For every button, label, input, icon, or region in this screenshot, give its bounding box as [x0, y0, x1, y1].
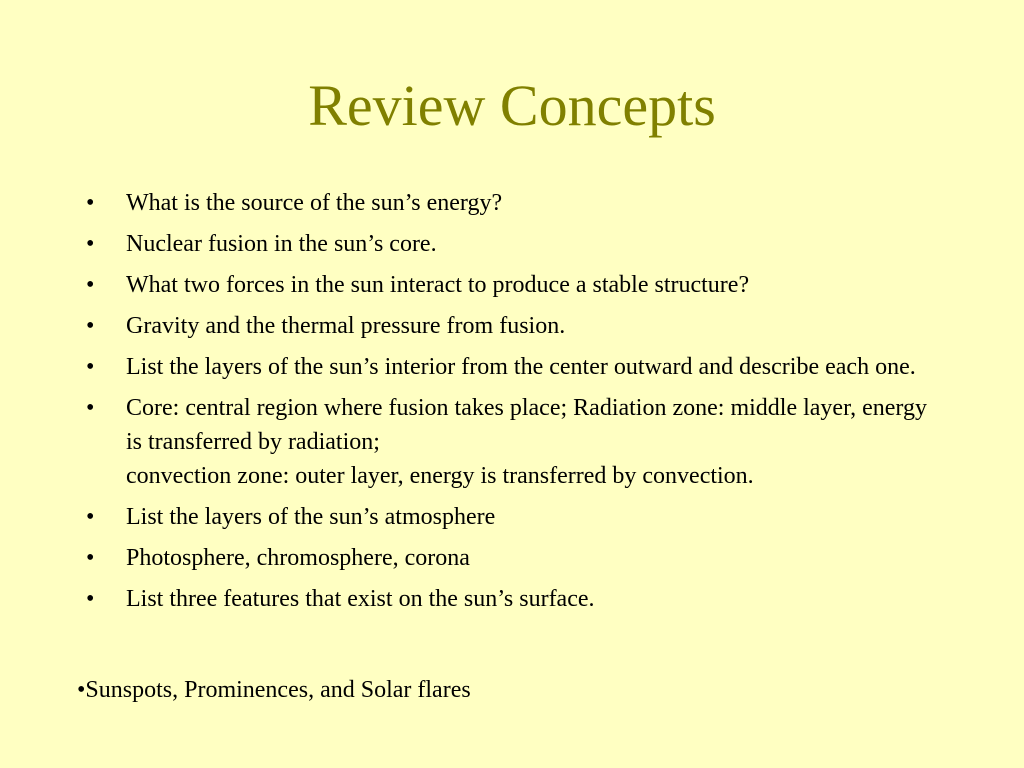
- bullet-item: [86, 391, 946, 493]
- bullet-marker: •: [86, 272, 95, 298]
- bullet-marker: •: [86, 545, 95, 571]
- footer-bullet: •Sunspots, Prominences, and Solar flares: [77, 677, 471, 703]
- bullet-text: Nuclear fusion in the sun’s core.: [126, 231, 437, 257]
- bullet-list: [86, 186, 946, 623]
- bullet-text: List three features that exist on the sun’s surface.: [126, 586, 595, 612]
- bullet-text: List the layers of the sun’s interior from the center outward and describe each one.: [126, 354, 916, 380]
- bullet-item: [86, 268, 946, 302]
- bullet-text: Gravity and the thermal pressure from fusion.: [126, 313, 566, 339]
- bullet-item: [86, 350, 946, 384]
- bullet-marker: •: [86, 231, 95, 257]
- bullet-item: [86, 186, 946, 220]
- bullet-text: What is the source of the sun’s energy?: [126, 190, 503, 216]
- bullet-item: [86, 309, 946, 343]
- bullet-marker: •: [86, 586, 95, 612]
- slide-title: Review Concepts: [308, 73, 716, 138]
- bullet-marker: •: [86, 395, 95, 421]
- bullet-text: What two forces in the sun interact to produce a stable structure?: [126, 272, 750, 298]
- bullet-item: [86, 541, 946, 575]
- bullet-marker: •: [86, 354, 95, 380]
- bullet-text: List the layers of the sun’s atmosphere: [126, 504, 496, 530]
- bullet-marker: •: [86, 190, 95, 216]
- bullet-marker: •: [86, 313, 95, 339]
- bullet-text: Core: central region where fusion takes place; Radiation zone: middle layer, energy is transferred by radiation;: [126, 395, 927, 455]
- bullet-item: [86, 227, 946, 261]
- bullet-text-continuation: convection zone: outer layer, energy is transferred by convection.: [126, 463, 754, 489]
- bullet-item: [86, 500, 946, 534]
- bullet-item: [86, 582, 946, 616]
- bullet-marker: •: [86, 504, 95, 530]
- bullet-text: Photosphere, chromosphere, corona: [126, 545, 470, 571]
